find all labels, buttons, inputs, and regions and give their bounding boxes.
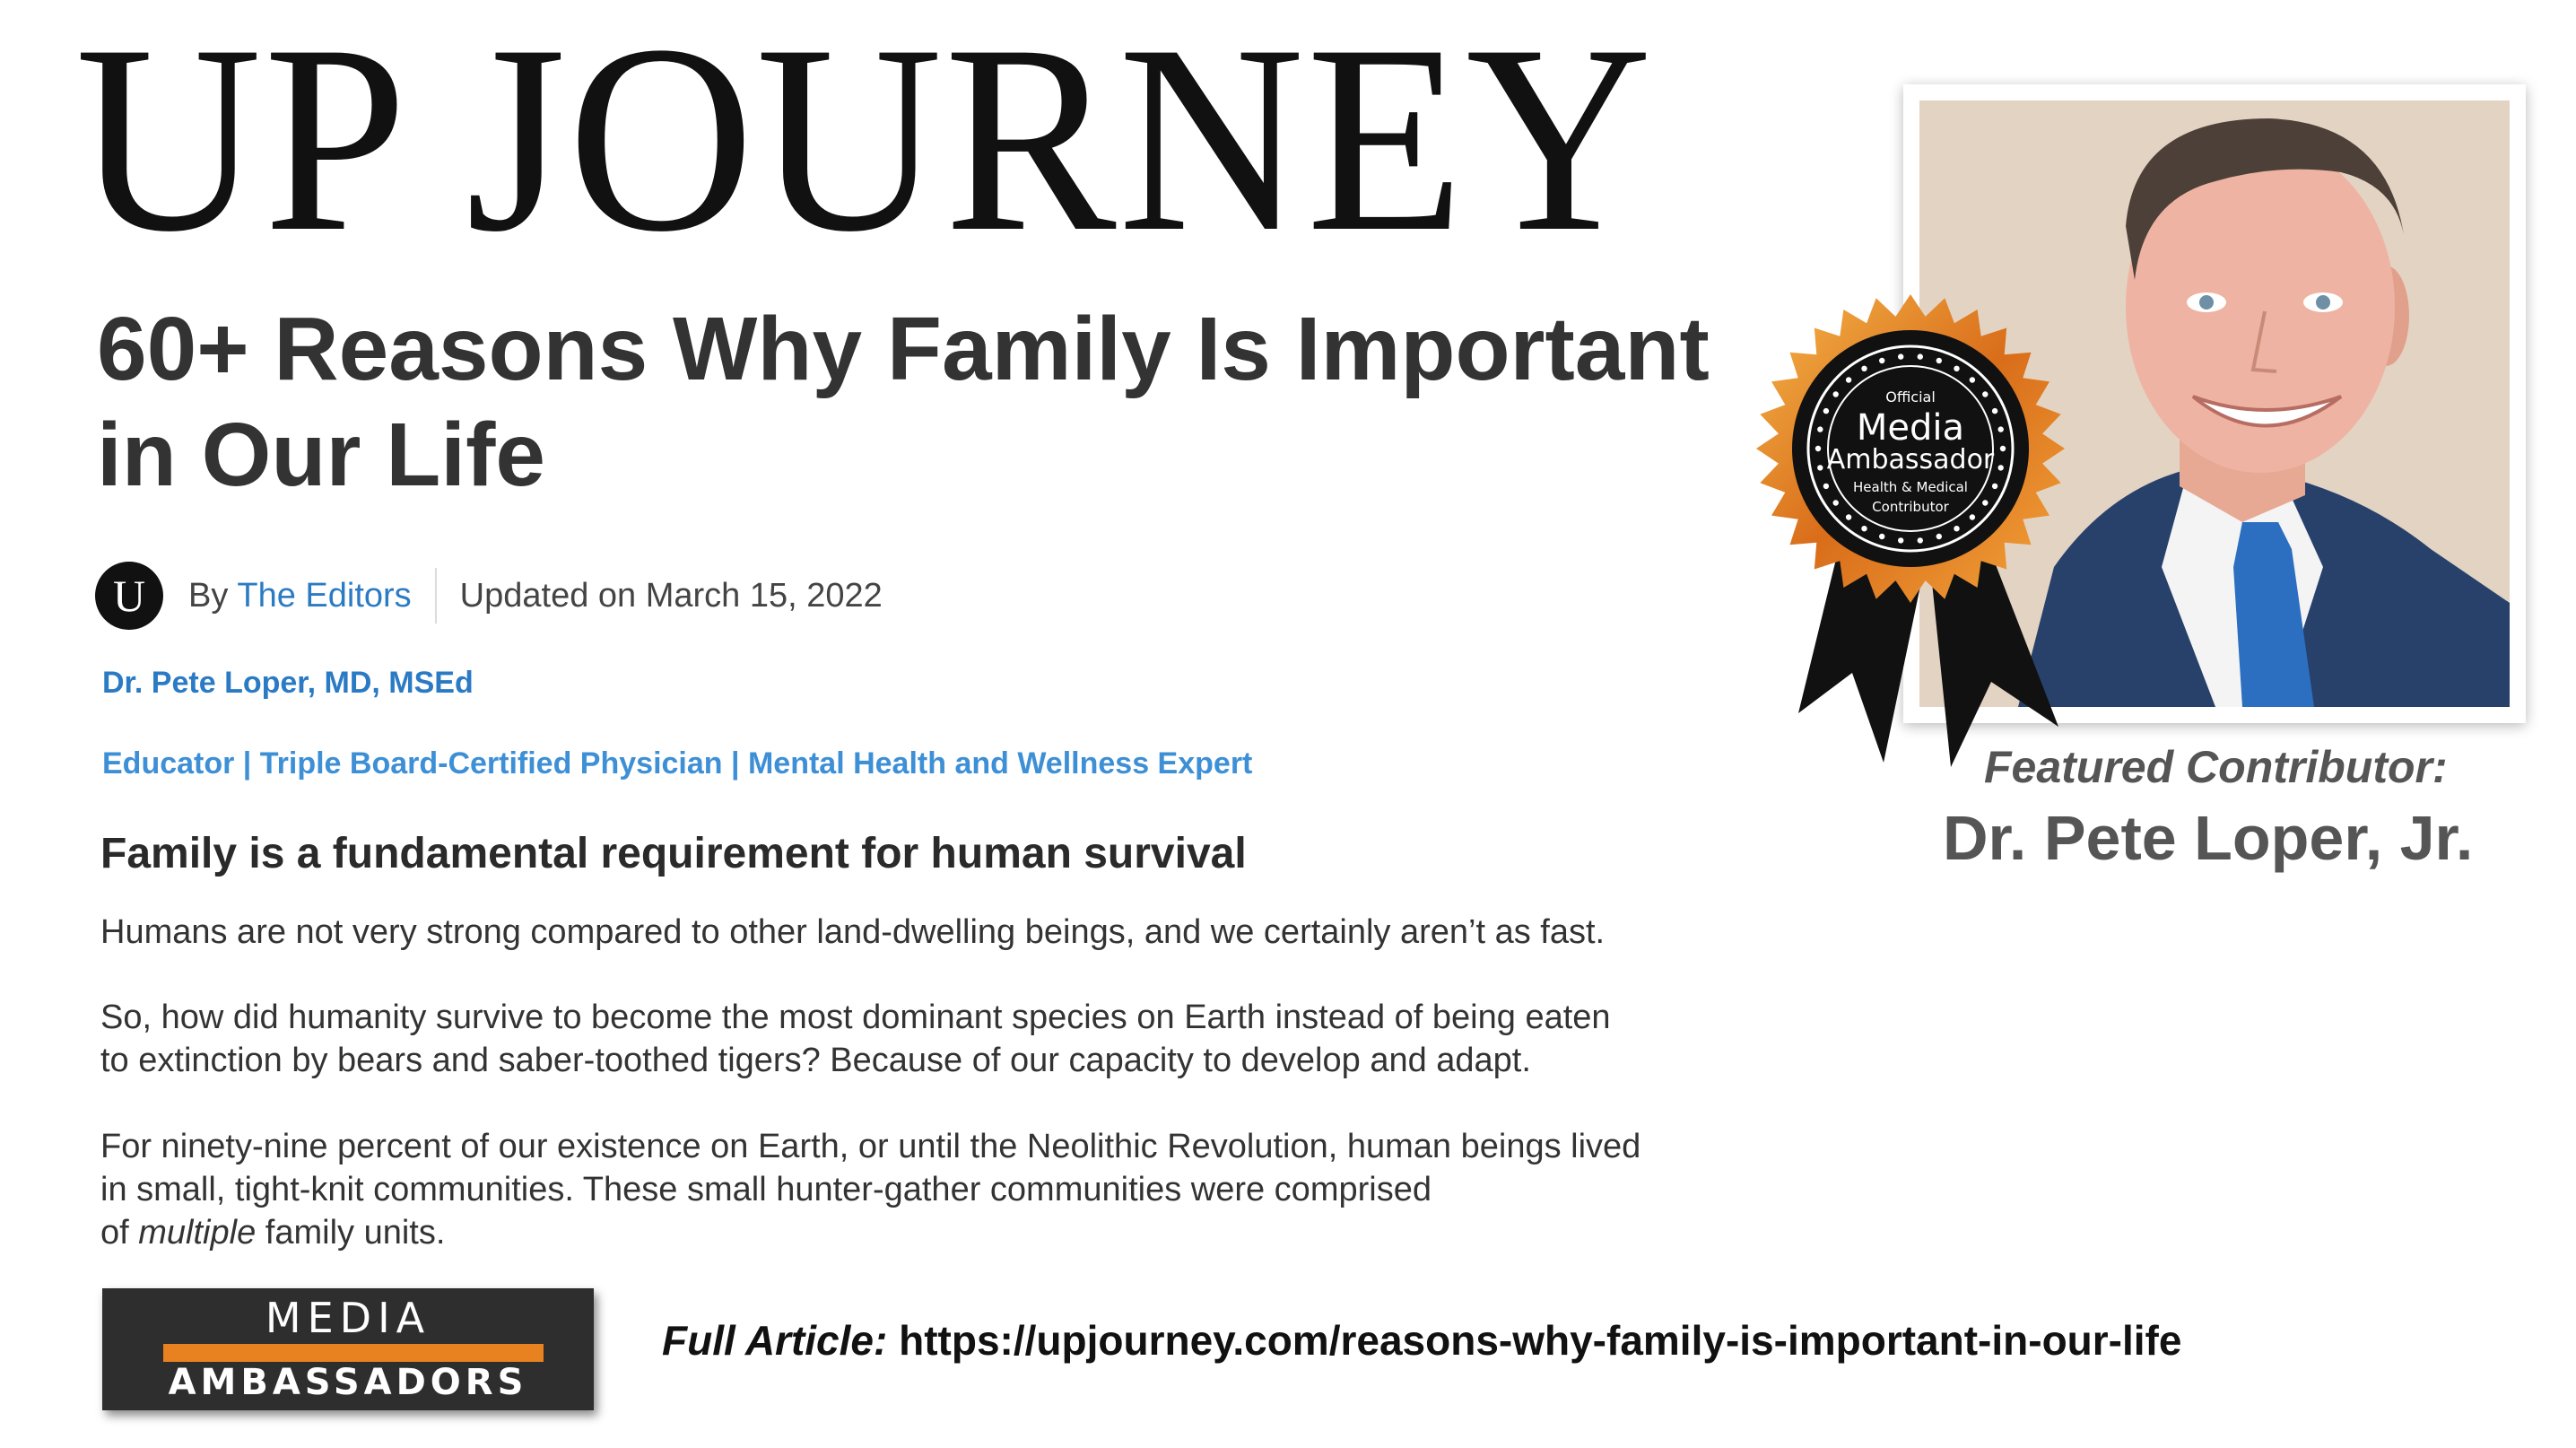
logo-top-text: MEDIA	[265, 1294, 431, 1342]
paragraph	[100, 996, 1805, 1082]
up-journey-logo[interactable]	[75, 0, 1654, 323]
contributor-credentials: Educator | Triple Board-Certified Physician | Mental Health and Wellness Expert	[102, 746, 1253, 781]
badge-line-health: Health & Medical	[1853, 479, 1968, 495]
featured-contributor-label: Featured Contributor:	[1984, 742, 2448, 792]
contributor-name-link[interactable]: Dr. Pete Loper, MD, MSEd	[102, 666, 474, 700]
updated-date: Updated on March 15, 2022	[459, 576, 883, 615]
badge-line-media: Media	[1856, 407, 1965, 449]
byline-divider	[435, 568, 437, 624]
byline-by: By	[188, 576, 229, 615]
full-article-url[interactable]: https://upjourney.com/reasons-why-family-is-important-in-our-life	[899, 1317, 2182, 1364]
author-link[interactable]: The Editors	[237, 576, 412, 615]
paragraph-line: in small, tight-knit communities. These small hunter-gather communities were comprised	[100, 1171, 1432, 1208]
full-article-label: Full Article:	[662, 1317, 888, 1364]
full-article-line	[662, 1316, 2181, 1365]
badge-line-ambassador: Ambassador	[1826, 444, 1995, 475]
media-ambassadors-logo	[102, 1288, 594, 1410]
paragraph-text: of	[100, 1214, 129, 1252]
emphasis-text: multiple	[138, 1214, 257, 1252]
media-ambassador-badge	[1749, 287, 2072, 772]
paragraph-line: So, how did humanity survive to become the most dominant species on Earth instead of being eaten	[100, 999, 1611, 1036]
author-avatar[interactable]: U	[95, 562, 163, 630]
logo-text: UP JOURNEY	[75, 0, 1654, 287]
badge-line-contributor: Contributor	[1872, 499, 1949, 515]
paragraph	[100, 1125, 1805, 1254]
paragraph-text: family units.	[265, 1214, 446, 1252]
logo-orange-bar	[163, 1344, 544, 1362]
paragraph-line: For ninety-nine percent of our existence on Earth, or until the Neolithic Revolution, human beings lived	[100, 1128, 1641, 1165]
article-title: 60+ Reasons Why Family Is Important in Our Life	[97, 299, 1710, 505]
paragraph-line: to extinction by bears and saber-toothed tigers? Because of our capacity to develop and adapt.	[100, 1042, 1531, 1079]
featured-contributor-name: Dr. Pete Loper, Jr.	[1943, 803, 2474, 873]
logo-bottom-text: AMBASSADORS	[168, 1362, 528, 1403]
section-heading: Family is a fundamental requirement for human survival	[100, 830, 1247, 877]
byline	[95, 562, 883, 630]
paragraph: Humans are not very strong compared to other land-dwelling beings, and we certainly aren’t as fast.	[100, 913, 1606, 951]
badge-line-official: Official	[1885, 388, 1936, 406]
